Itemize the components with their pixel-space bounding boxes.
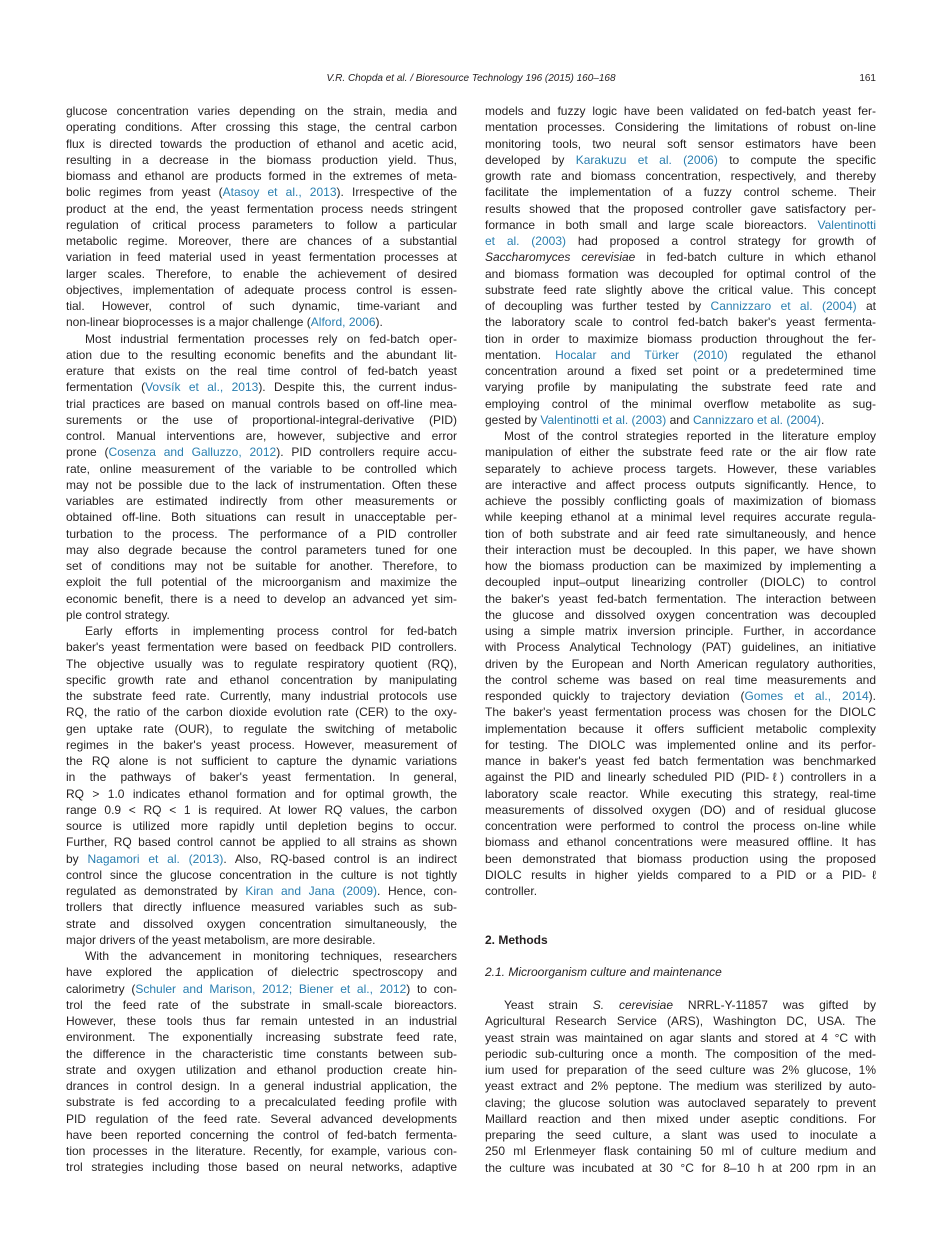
text-line: tial. However, control of such dynamic, time-variant and: [66, 299, 457, 313]
text-line: [485, 997, 876, 1013]
text-line: implementation because it offers sufficient metabolic complexity: [485, 721, 876, 736]
text-line: major drivers of the yeast metabolism, are more desirable.: [66, 932, 376, 947]
text-line: economic benefit, there is a need to develop an advanced yet sim-: [66, 591, 457, 606]
text-line: and biomass formation was decoupled for optimal control of the: [485, 266, 876, 281]
text-line: Maillard reaction and then mixed under aseptic conditions. For: [485, 1111, 876, 1126]
text-line: rate, online measurement of the variable to be controlled which: [66, 461, 457, 476]
text-line: [66, 444, 457, 460]
text-run: gested by: [485, 412, 541, 427]
text-run: by: [66, 851, 88, 866]
citation-link[interactable]: Alford, 2006: [310, 315, 376, 330]
text-line: laboratory scale reactor. While executing this strategy, real-time: [485, 786, 876, 801]
citation-link[interactable]: Vovsík et al., 2013: [145, 380, 259, 395]
citation-link[interactable]: Cannizzaro et al. (2004): [692, 412, 822, 427]
text-line: concentration were performed to control the process on-line while: [485, 819, 876, 833]
text-line: the glucose and dissolved oxygen concentration was decoupled: [485, 607, 876, 622]
text-line: range 0.9 < RQ < 1 is required. At lower RQ values, the carbon: [66, 802, 457, 817]
text-line: tion in order to maximize biomass production throughout the fer-: [485, 331, 876, 346]
paragraph: [66, 623, 457, 948]
paragraph: [485, 103, 876, 428]
citation-link[interactable]: Valentinotti: [817, 217, 876, 232]
text-line: larger scales. Therefore, to enable the achievement of desired: [66, 266, 457, 281]
text-run: ).: [375, 315, 383, 330]
text-line: periodic sub-culturing once a month. The composition of the med-: [485, 1046, 876, 1061]
text-line: baker's yeast fermentation were based on feedback PID controllers.: [66, 640, 457, 655]
text-line: monitoring tools, two neural soft sensor estimators have been: [485, 136, 876, 151]
text-line: concentration around a fixed set point or a predetermined time: [485, 364, 876, 378]
text-line: strate and oxygen utilization and ethanol production create hin-: [66, 1062, 457, 1077]
citation-link[interactable]: Cannizzaro et al. (2004): [710, 299, 857, 313]
text-run: calorimetry (: [66, 981, 136, 996]
citation-link[interactable]: Kiran and Jana (2009): [245, 884, 378, 898]
text-line: the culture was incubated at 30 °C for 8–10 h at 200 rpm in an: [485, 1160, 876, 1175]
text-run: fermentation (: [66, 380, 146, 395]
page-number: 161: [859, 73, 876, 84]
text-run: had proposed a control strategy for growth of: [566, 234, 876, 248]
text-line: the laboratory scale to control fed-batch baker's yeast fermenta-: [485, 315, 876, 330]
text-line: biomass and ethanol concentrations were measured offline. It has: [485, 835, 876, 850]
text-line: [485, 233, 876, 249]
text-line: 250 ml Erlenmeyer flask containing 50 ml of culture medium and: [485, 1144, 876, 1159]
citation-link[interactable]: Cosenza and Galluzzo, 2012: [108, 445, 277, 460]
text-line: operating conditions. After crossing this stage, the central carbon: [66, 120, 457, 135]
text-line: control. Manual interventions are, however, subjective and error: [66, 429, 457, 443]
text-line: specific growth rate and ethanol concentration by manipulating: [66, 672, 457, 687]
text-line: turbation to the process. The performance of a PID controller: [66, 526, 457, 541]
section-heading: 2. Methods: [485, 932, 548, 947]
text-run: . Hence, con-: [377, 884, 457, 898]
text-line: claving; the glucose solution was autoclaved separately to prevent: [485, 1095, 876, 1110]
text-line: trol strategies including those based on neural networks, adaptive: [66, 1160, 457, 1175]
text-line: [66, 981, 457, 997]
text-line: regulation of critical process parameters to follow a particular: [66, 217, 457, 232]
text-run: Yeast strain: [504, 998, 593, 1012]
text-line: RQ > 1.0 indicates ethanol formation and for optimal growth, the: [66, 786, 457, 801]
text-line: product at the end, the yeast fermentation process needs stringent: [66, 201, 457, 216]
text-line: Further, RQ based control cannot be applied to all strains as shown: [66, 835, 457, 850]
italic-term: S. cerevisiae: [592, 998, 673, 1012]
text-line: [66, 851, 457, 867]
text-line: yeast extract and 2% peptone. The medium was sterilized by auto-: [485, 1079, 876, 1094]
citation-link[interactable]: Schuler and Marison, 2012; Biener et al., 2012: [135, 981, 407, 996]
text-run: ). PID controllers require accu-: [276, 445, 457, 460]
text-run: responded quickly to trajectory deviation (: [485, 689, 745, 703]
right-column: [485, 103, 876, 1176]
citation-link[interactable]: Karakuzu et al. (2006): [575, 152, 718, 167]
text-line: RQ, the ratio of the carbon dioxide evolution rate (CER) to the oxy-: [66, 705, 457, 720]
text-line: for testing. The DIOLC was implemented online and its perfor-: [485, 737, 876, 752]
text-line: against the PID and linearly scheduled PID (PID-ℓ) controllers in a: [485, 770, 876, 785]
text-run: NRRL-Y-11857 was gifted by: [673, 998, 876, 1012]
text-run: of decoupling was further tested by: [485, 299, 711, 313]
text-run: ). Irrespective of the: [336, 185, 458, 200]
text-line: driven by the European and North American regulatory authorities,: [485, 656, 876, 671]
text-line: ium used for preparation of the seed culture was 2% glucose, 1%: [485, 1063, 876, 1077]
running-title: V.R. Chopda et al. / Bioresource Technology 196 (2015) 160–168: [326, 73, 616, 84]
text-line: facilitate the implementation of a fuzzy control scheme. Their: [485, 185, 876, 200]
text-run: regulated as demonstrated by: [66, 884, 246, 898]
citation-link[interactable]: Valentinotti et al. (2003): [540, 412, 667, 427]
text-line: source is utilized more rapidly until depletion begins to occur.: [66, 819, 457, 833]
text-run: and: [666, 412, 693, 427]
text-line: the control scheme was based on real time measurements and: [485, 672, 876, 687]
text-line: drances in control design. In a general industrial application, the: [66, 1079, 457, 1093]
text-line: ple control strategy.: [66, 607, 170, 622]
text-run: mentation.: [485, 347, 556, 362]
text-line: measurements of dissolved oxygen (DO) and of residual glucose: [485, 802, 876, 817]
text-line: [485, 688, 876, 704]
text-line: gen uptake rate (OUR), to regulate the switching of metabolic: [66, 721, 457, 736]
text-line: preparing the seed culture, a slant was used to inoculate a: [485, 1128, 876, 1142]
paragraph: [66, 948, 457, 1176]
text-line: achieve the possibly conflicting goals of maximization of biomass: [485, 494, 876, 508]
text-line: PID regulation of the feed rate. Several advanced developments: [66, 1111, 457, 1126]
text-line: exploit the full potential of the microorganism and maximize the: [66, 575, 457, 590]
citation-link[interactable]: Gomes et al., 2014: [744, 689, 869, 703]
text-line: The objective usually was to regulate respiratory quotient (RQ),: [66, 656, 457, 671]
citation-link[interactable]: Nagamori et al. (2013): [87, 851, 224, 866]
text-line: [66, 379, 457, 395]
text-run: formance in both small and large scale bioreactors.: [485, 217, 818, 232]
text-line: biomass and ethanol are products formed in the extremes of meta-: [66, 169, 457, 183]
text-line: have explored the application of dielectric spectroscopy and: [66, 965, 457, 980]
text-line: [66, 184, 457, 200]
paragraph: [66, 103, 457, 331]
citation-link[interactable]: Atasoy et al., 2013: [222, 185, 337, 200]
text-run: bolic regimes from yeast (: [66, 185, 223, 200]
text-line: the baker's yeast fed-batch fermentation. The interaction between: [485, 591, 876, 606]
text-line: decoupled input–output linearizing controller (DIOLC) to control: [485, 575, 876, 590]
paragraph: [485, 997, 876, 1176]
text-line: substrate is fed according to a precalculated feeding profile with: [66, 1095, 457, 1110]
text-run: regulated the ethanol: [727, 347, 877, 362]
text-line: environment. The exponentially increasing substrate feed rate,: [66, 1030, 457, 1045]
text-line: the difference in the characteristic time constants between sub-: [66, 1046, 457, 1061]
text-line: while keeping ethanol at a minimal level requires accurate regula-: [485, 510, 876, 525]
text-line: the substrate feed rate. Currently, many industrial protocols use: [66, 689, 457, 703]
citation-link[interactable]: et al. (2003): [485, 234, 566, 248]
text-line: separately to achieve process targets. However, these variables: [485, 461, 876, 476]
text-line: [485, 298, 876, 314]
paragraph: [66, 331, 457, 624]
text-line: However, these tools thus far remain untested in an industrial: [66, 1014, 457, 1028]
text-run: ) to con-: [406, 981, 457, 996]
text-line: with Process Analytical Technology (PAT) guidelines, an initiative: [485, 640, 876, 655]
text-line: erature that exists on the real time control of fed-batch yeast: [66, 364, 457, 378]
text-line: variation in feed material used in yeast fermentation processes at: [66, 250, 457, 265]
text-run: .: [821, 412, 825, 427]
text-line: ation due to the resulting economic benefits and the abundant lit-: [66, 347, 457, 362]
text-line: DIOLC results in higher yields compared to a PID or a PID-ℓ: [485, 867, 876, 882]
text-line: may also degrade because the control parameters tuned for one: [66, 542, 457, 557]
paragraph: [485, 428, 876, 899]
text-line: [485, 152, 876, 168]
text-line: growth rate and biomass concentration, respectively, and thereby: [485, 169, 876, 183]
text-run: in fed-batch culture in which ethanol: [635, 250, 876, 265]
text-line: [66, 883, 457, 899]
text-run: non-linear bioprocesses is a major challenge (: [66, 315, 311, 330]
text-line: trial practices are based on manual controls based on off-line mea-: [66, 396, 457, 411]
text-line: yeast strain was maintained on agar slants and stored at 4 °C with: [485, 1030, 876, 1045]
text-line: Most of the control strategies reported in the literature employ: [504, 429, 876, 443]
text-line: have been reported concerning the control of fed-batch fermenta-: [66, 1127, 457, 1142]
text-line: resulting in a decrease in the biomass production yield. Thus,: [66, 152, 457, 167]
citation-link[interactable]: Hocalar and Türker (2010): [555, 347, 728, 362]
text-line: [485, 347, 876, 363]
text-line: results showed that the proposed controller gave satisfactory per-: [485, 201, 876, 216]
text-run: ).: [868, 689, 877, 703]
text-line: their interaction must be decoupled. In this paper, we have shown: [485, 542, 876, 557]
text-run: ). Despite this, the current indus-: [258, 380, 457, 395]
subsection-heading: 2.1. Microorganism culture and maintenance: [485, 965, 722, 980]
text-run: prone (: [66, 445, 109, 460]
text-line: been demonstrated that biomass production using the proposed: [485, 851, 876, 866]
text-line: [485, 412, 876, 428]
text-run: . Also, RQ-based control is an indirect: [223, 851, 458, 866]
text-line: control since the glucose concentration in the culture is not tightly: [66, 867, 457, 882]
text-line: trol the feed rate of the substrate in small-scale bioreactors.: [66, 997, 457, 1012]
text-line: tion processes in the literature. Recently, for example, various con-: [66, 1144, 457, 1158]
text-line: the RQ alone is not sufficient to capture the dynamic variations: [66, 754, 457, 768]
text-line: regimes in the baker's yeast process. However, measurement of: [66, 737, 457, 752]
text-line: Early efforts in implementing process control for fed-batch: [85, 624, 457, 638]
text-line: may not be possible due to the lack of instrumentation. Often these: [66, 477, 457, 492]
text-line: mance in baker's yeast fed batch fermentation was benchmarked: [485, 754, 876, 768]
text-line: trollers that directly influence measured variables such as sub-: [66, 900, 457, 915]
text-line: employing control of the minimal overflow metabolite as sug-: [485, 396, 876, 411]
text-line: variables are estimated indirectly from other measurements or: [66, 494, 457, 508]
text-line: strate and dissolved oxygen concentration simultaneously, the: [66, 916, 457, 931]
running-header: [66, 73, 876, 89]
text-line: how the biomass production can be maximized by implementing a: [485, 559, 876, 573]
text-line: [66, 314, 457, 330]
text-line: models and fuzzy logic have been validated on fed-batch yeast fer-: [485, 104, 876, 118]
text-run: at: [856, 299, 876, 313]
text-line: Agricultural Research Service (ARS), Washington DC, USA. The: [485, 1014, 876, 1029]
text-line: [485, 217, 876, 233]
text-line: metabolic regime. Moreover, there are chances of a substantial: [66, 234, 457, 248]
left-column: [66, 103, 457, 1176]
text-line: objectives, implementation of adequate process control is essen-: [66, 282, 457, 297]
text-line: manipulation of either the substrate feed rate or the air flow rate: [485, 445, 876, 460]
text-line: glucose concentration varies depending on the strain, media and: [66, 104, 457, 118]
italic-term: Saccharomyces cerevisiae: [485, 250, 636, 265]
text-line: tion of both substrate and air feed rate simultaneously, and hence: [485, 526, 876, 541]
text-line: obtained off-line. Both situations can result in unacceptable per-: [66, 510, 457, 525]
text-line: surements or the use of proportional-integral-derivative (PID): [66, 412, 457, 427]
text-line: substrate feed rate slightly above the critical value. This concept: [485, 282, 876, 297]
text-line: The baker's yeast fermentation process was chosen for the DIOLC: [485, 705, 876, 720]
text-run: to compute the specific: [717, 152, 876, 167]
text-line: controller.: [485, 884, 538, 898]
text-line: Most industrial fermentation processes rely on fed-batch oper-: [85, 331, 457, 346]
text-line: varying profile by manipulating the substrate feed rate and: [485, 380, 876, 395]
text-line: using a simple matrix inversion principle. Further, in accordance: [485, 624, 876, 638]
text-run: developed by: [485, 152, 576, 167]
text-line: are interactive and affect process outputs significantly. Hence, to: [485, 477, 876, 492]
text-line: in the pathways of baker's yeast fermentation. In general,: [66, 770, 457, 785]
text-line: set of conditions may not be suitable for another. Therefore, to: [66, 559, 457, 573]
text-line: [485, 249, 876, 265]
text-line: flux is directed towards the production of ethanol and acetic acid,: [66, 136, 457, 151]
text-line: With the advancement in monitoring techniques, researchers: [85, 949, 457, 963]
text-line: mentation processes. Considering the limitations of robust on-line: [485, 120, 876, 135]
